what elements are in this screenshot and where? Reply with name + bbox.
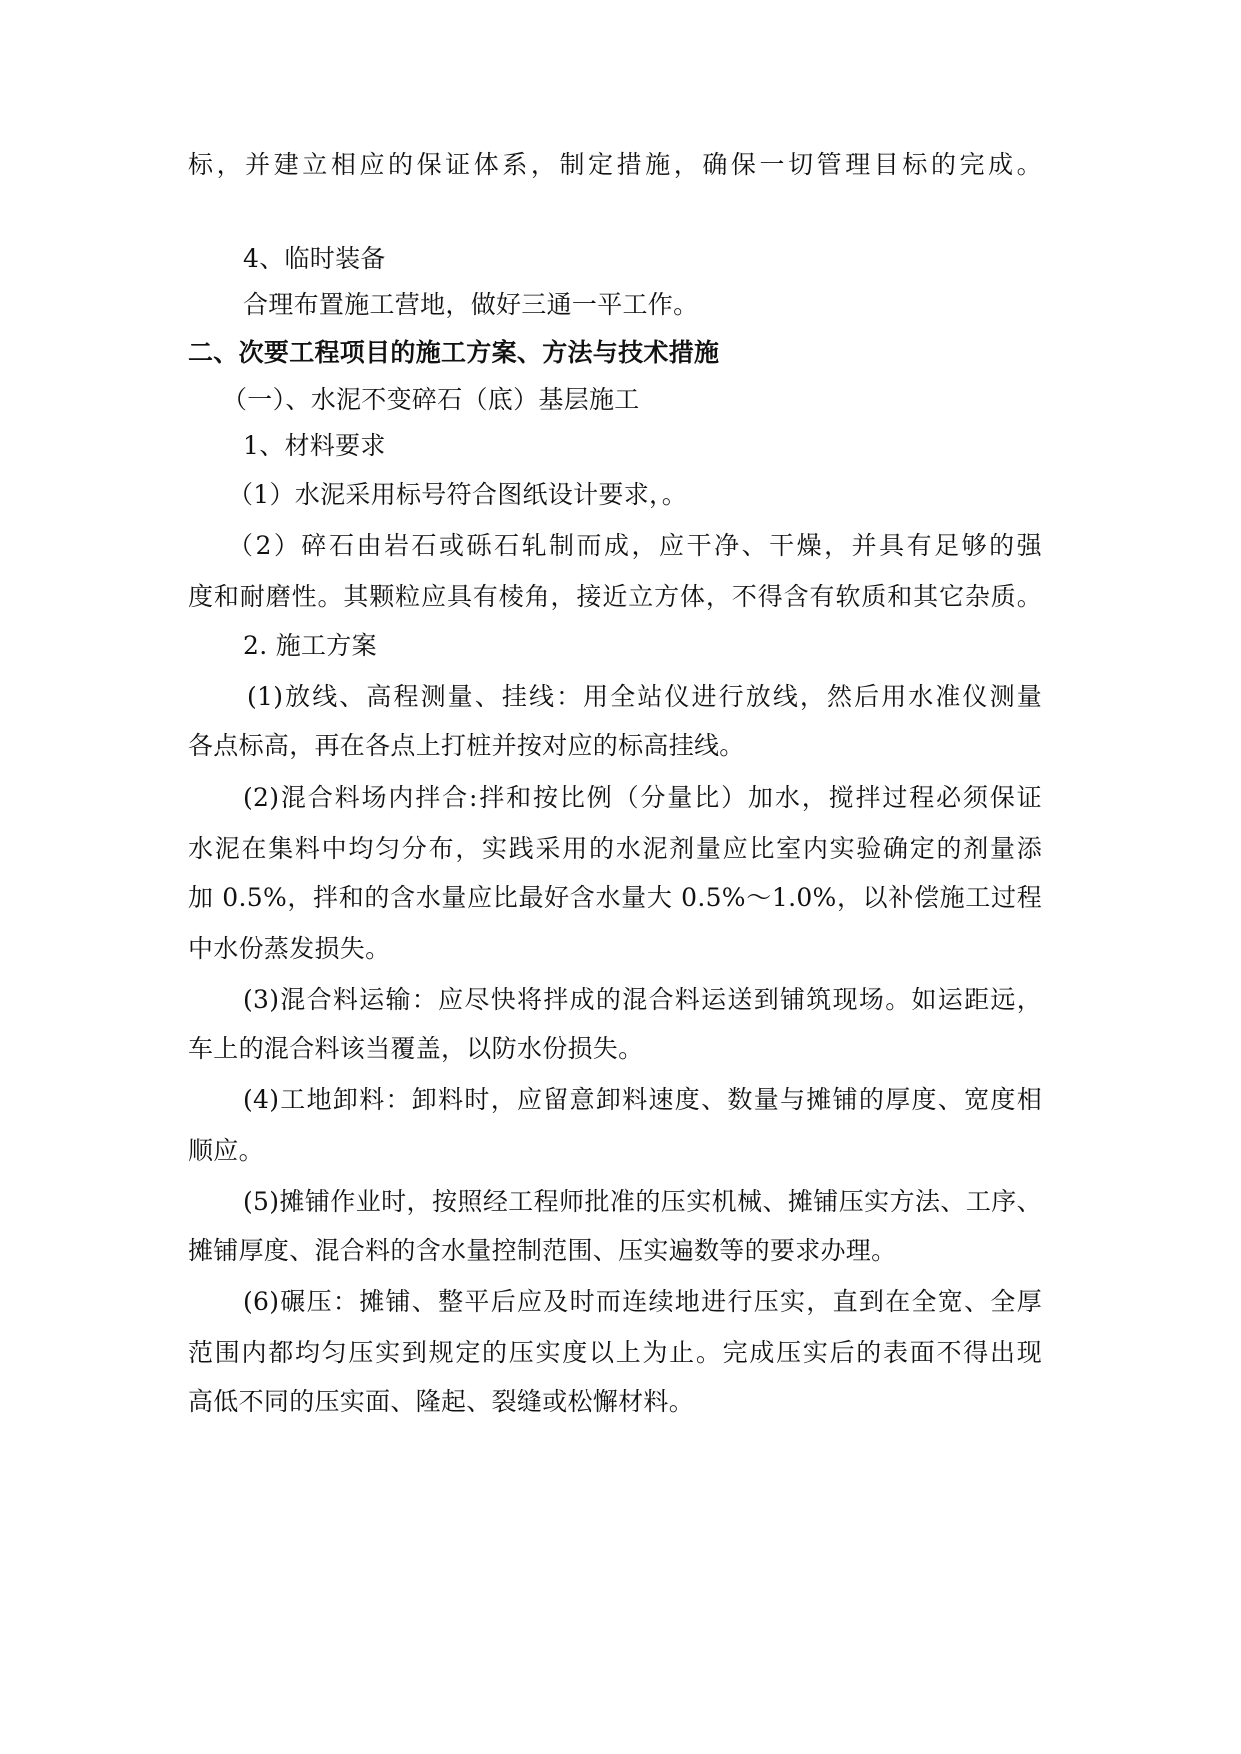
- subsection-heading-cement-gravel: （一）、水泥不变碎石（底）基层施工: [222, 385, 640, 414]
- paragraph-line-1: 标，并建立相应的保证体系，制定措施，确保一切管理目标的完成。: [188, 150, 1042, 179]
- paragraph-line-12: 各点标高，再在各点上打桩并按对应的标高挂线。: [188, 731, 745, 760]
- paragraph-line-23: (6)碾压：摊铺、整平后应及时而连续地进行压实，直到在全宽、全厚: [243, 1287, 1042, 1316]
- heading-material-requirements: 1、材料要求: [243, 431, 386, 460]
- paragraph-line-22: 摊铺厚度、混合料的含水量控制范围、压实遍数等的要求办理。: [188, 1236, 897, 1265]
- paragraph-line-13: (2)混合料场内拌合:拌和按比例（分量比）加水，搅拌过程必须保证: [243, 783, 1042, 812]
- paragraph-line-7: （1）水泥采用标号符合图纸设计要求，。: [228, 480, 688, 509]
- paragraph-line-20: 顺应。: [188, 1136, 264, 1165]
- paragraph-line-18: 车上的混合料该当覆盖，以防水份损失。: [188, 1034, 644, 1063]
- heading-temporary-equipment: 4、临时装备: [243, 244, 386, 273]
- section-heading-secondary-works: 二、次要工程项目的施工方案、方法与技术措施: [188, 338, 720, 367]
- paragraph-line-9: 度和耐磨性。其颗粒应具有棱角，接近立方体，不得含有软质和其它杂质。: [188, 582, 1042, 611]
- paragraph-line-24: 范围内都均匀压实到规定的压实度以上为止。完成压实后的表面不得出现: [188, 1338, 1042, 1367]
- paragraph-line-21: (5)摊铺作业时，按照经工程师批准的压实机械、摊铺压实方法、工序、: [243, 1187, 1042, 1216]
- paragraph-line-17: (3)混合料运输：应尽快将拌成的混合料运送到铺筑现场。如运距远，: [243, 985, 1042, 1014]
- paragraph-line-8: （2）碎石由岩石或砾石轧制而成，应干净、干燥，并具有足够的强: [228, 531, 1042, 560]
- paragraph-line-11: (1)放线、高程测量、挂线：用全站仪进行放线，然后用水准仪测量: [247, 682, 1042, 711]
- paragraph-line-14: 水泥在集料中均匀分布，实践采用的水泥剂量应比室内实验确定的剂量添: [188, 834, 1042, 863]
- paragraph-line-3: 合理布置施工营地，做好三通一平工作。: [243, 290, 699, 319]
- paragraph-line-25: 高低不同的压实面、隆起、裂缝或松懈材料。: [188, 1387, 695, 1416]
- paragraph-line-15: 加 0.5%，拌和的含水量应比最好含水量大 0.5%～1.0%，以补偿施工过程: [188, 883, 1042, 912]
- paragraph-line-19: (4)工地卸料：卸料时，应留意卸料速度、数量与摊铺的厚度、宽度相: [243, 1085, 1042, 1114]
- heading-construction-plan: 2. 施工方案: [243, 631, 377, 660]
- paragraph-line-16: 中水份蒸发损失。: [188, 934, 391, 963]
